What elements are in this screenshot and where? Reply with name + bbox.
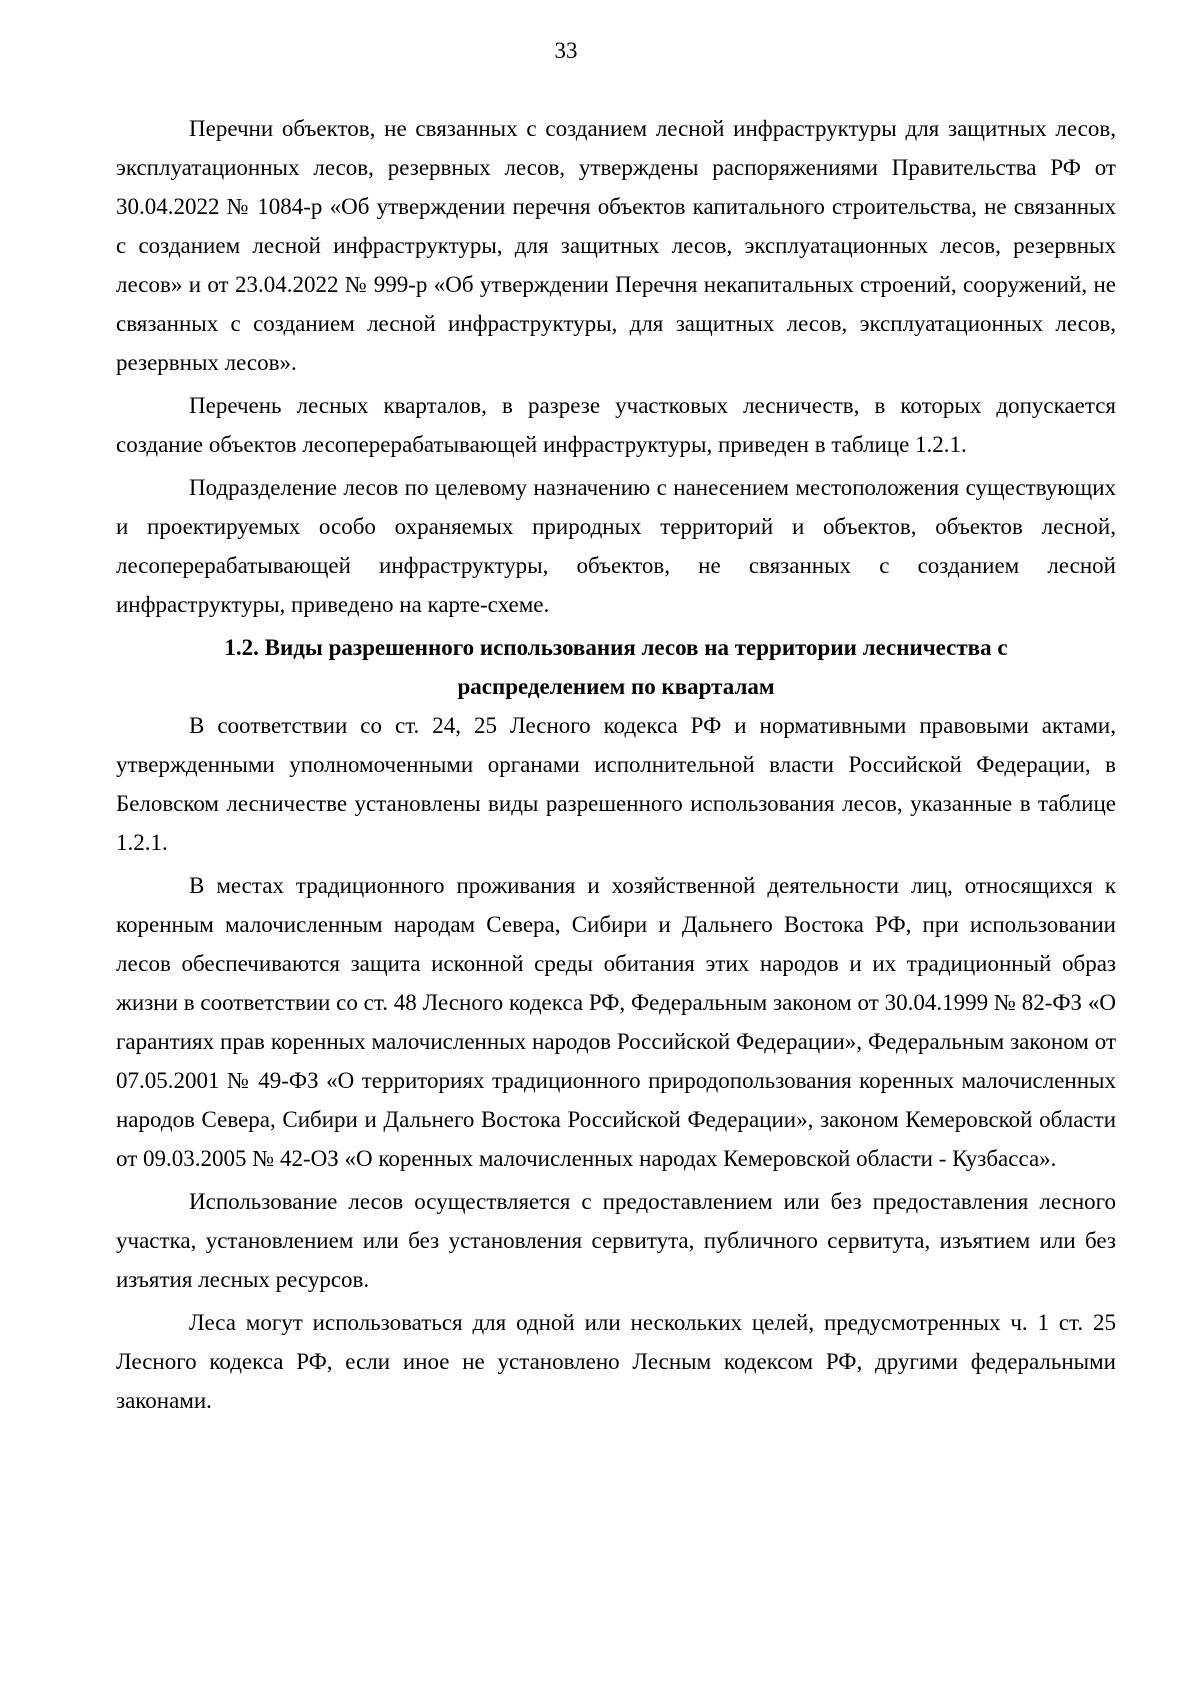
section-heading bbox=[116, 628, 1116, 706]
section-heading-line2: распределением по кварталам bbox=[457, 674, 775, 699]
paragraph-permitted-uses: В соответствии со ст. 24, 25 Лесного кодекса РФ и нормативными правовыми актами, утвержденными уполномоченными органами исполнительной власти Российской Федерации, в Беловском лесничестве установлены виды разрешенного использования лесов, указанные в таблице 1.2.1. bbox=[116, 713, 1116, 855]
paragraph-forest-division: Подразделение лесов по целевому назначению с нанесением местоположения существующих и проектируемых особо охраняемых природных территорий и объектов, объектов лесной, лесоперерабатывающей инфраструктуры, объектов, не связанных с созданием лесной инфраструктуры, приведено на карте-схеме. bbox=[116, 475, 1116, 617]
page-number: 33 bbox=[554, 38, 578, 63]
paragraph-use-conditions: Использование лесов осуществляется с предоставлением или без предоставления лесного участка, установлением или без установления сервитута, публичного сервитута, изъятием или без изъятия лесных ресурсов. bbox=[116, 1189, 1116, 1292]
paragraph-indigenous-peoples: В местах традиционного проживания и хозяйственной деятельности лиц, относящихся к коренным малочисленным народам Севера, Сибири и Дальнего Востока РФ, при использовании лесов обеспечиваются защита исконной среды обитания этих народов и их традиционный образ жизни в соответствии со ст. 48 Лесного кодекса РФ, Федеральным законом от 30.04.1999 № 82-ФЗ «О гарантиях прав коренных малочисленных народов Российской Федерации», Федеральным законом от 07.05.2001 № 49-ФЗ «О территориях традиционного природопользования коренных малочисленных народов Севера, Сибири и Дальнего Востока Российской Федерации», законом Кемеровской области от 09.03.2005 № 42-ОЗ «О коренных малочисленных народах Кемеровской области - Кузбасса». bbox=[116, 873, 1116, 1171]
page-content bbox=[116, 109, 1116, 1420]
paragraph-quarters-list: Перечень лесных кварталов, в разрезе участковых лесничеств, в которых допускается создание объектов лесоперерабатывающей инфраструктуры, приведен в таблице 1.2.1. bbox=[116, 393, 1116, 457]
section-heading-line1: 1.2. Виды разрешенного использования лесов на территории лесничества с bbox=[224, 635, 1008, 660]
paragraph-multiple-purposes: Леса могут использоваться для одной или нескольких целей, предусмотренных ч. 1 ст. 25 Лесного кодекса РФ, если иное не установлено Лесным кодексом РФ, другими федеральными законами. bbox=[116, 1310, 1116, 1413]
paragraph-exclusion-lists: Перечни объектов, не связанных с созданием лесной инфраструктуры для защитных лесов, эксплуатационных лесов, резервных лесов, утверждены распоряжениями Правительства РФ от 30.04.2022 № 1084-р «Об утверждении перечня объектов капитального строительства, не связанных с созданием лесной инфраструктуры, для защитных лесов, эксплуатационных лесов, резервных лесов» и от 23.04.2022 № 999-р «Об утверждении Перечня некапитальных строений, сооружений, не связанных с созданием лесной инфраструктуры, для защитных лесов, эксплуатационных лесов, резервных лесов». bbox=[116, 116, 1116, 375]
